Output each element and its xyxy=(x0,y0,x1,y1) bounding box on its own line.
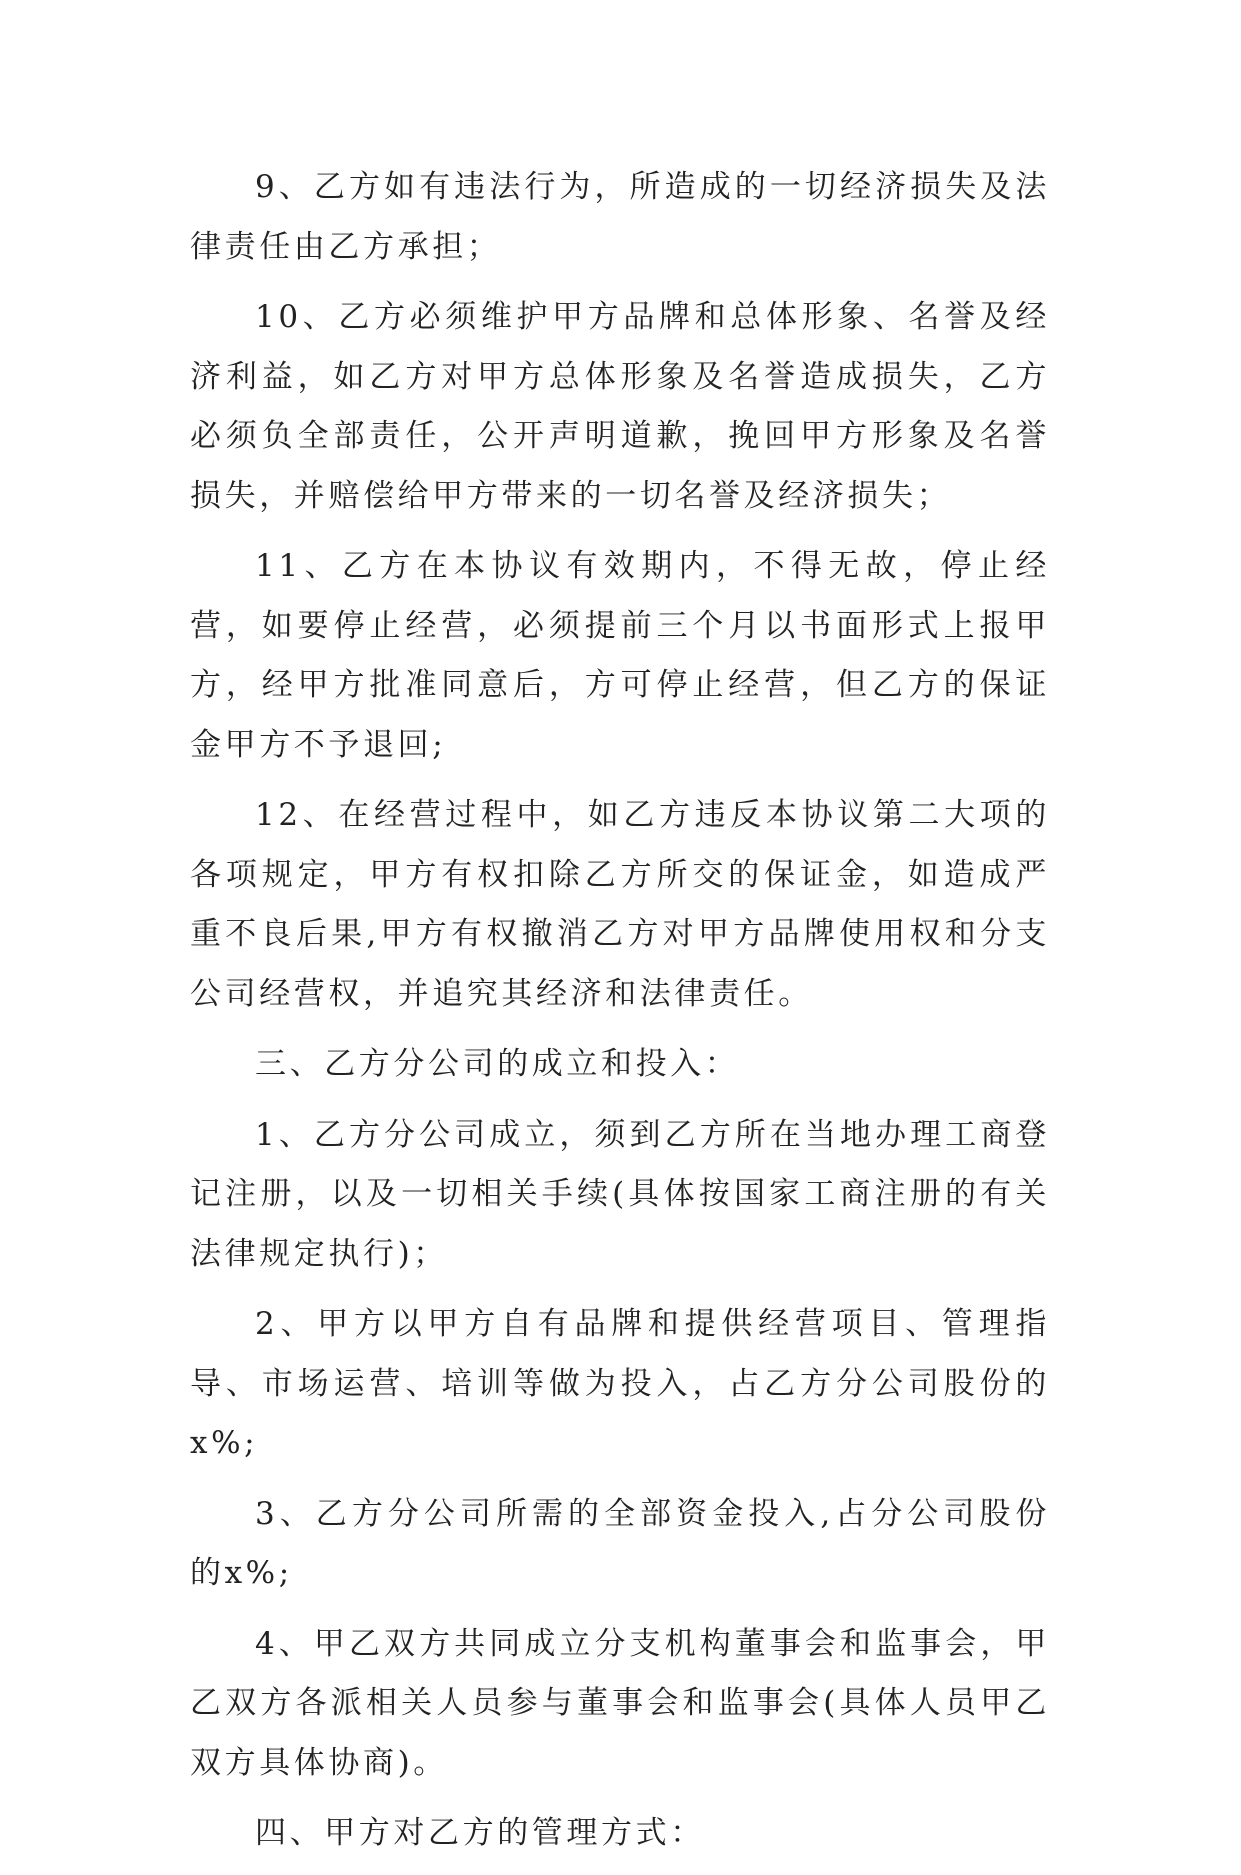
section-heading-4: 四、甲方对乙方的管理方式： xyxy=(255,1815,705,1851)
section-3-item-1: 1、乙方分公司成立，须到乙方所在当地办理工商登记注册，以及一切相关手续(具体按国家工商注册的有关法律规定执行)； xyxy=(190,1116,1050,1272)
clause-12: 12、在经营过程中，如乙方违反本协议第二大项的各项规定，甲方有权扣除乙方所交的保证金，如造成严重不良后果,甲方有权撤消乙方对甲方品牌使用权和分支公司经营权，并追究其经济和法律责任。 xyxy=(190,797,1050,1012)
section-3-item-3: 3、乙方分公司所需的全部资金投入,占分公司股份的x%; xyxy=(190,1495,1050,1591)
clause-9: 9、乙方如有违法行为，所造成的一切经济损失及法律责任由乙方承担； xyxy=(190,169,1050,265)
document-body xyxy=(190,158,1050,1875)
clause-11: 11、乙方在本协议有效期内，不得无故，停止经营，如要停止经营，必须提前三个月以书面形式上报甲方，经甲方批准同意后，方可停止经营，但乙方的保证金甲方不予退回; xyxy=(190,548,1050,763)
clause-10: 10、乙方必须维护甲方品牌和总体形象、名誉及经济利益，如乙方对甲方总体形象及名誉造成损失，乙方必须负全部责任，公开声明道歉，挽回甲方形象及名誉损失，并赔偿给甲方带来的一切名誉及经济损失； xyxy=(190,299,1050,514)
section-heading-3: 三、乙方分公司的成立和投入： xyxy=(255,1046,740,1082)
section-3-item-4: 4、甲乙双方共同成立分支机构董事会和监事会，甲乙双方各派相关人员参与董事会和监事会(具体人员甲乙双方具体协商)。 xyxy=(190,1625,1050,1781)
section-3-item-2: 2、甲方以甲方自有品牌和提供经营项目、管理指导、市场运营、培训等做为投入，占乙方分公司股份的x%; xyxy=(190,1306,1050,1461)
